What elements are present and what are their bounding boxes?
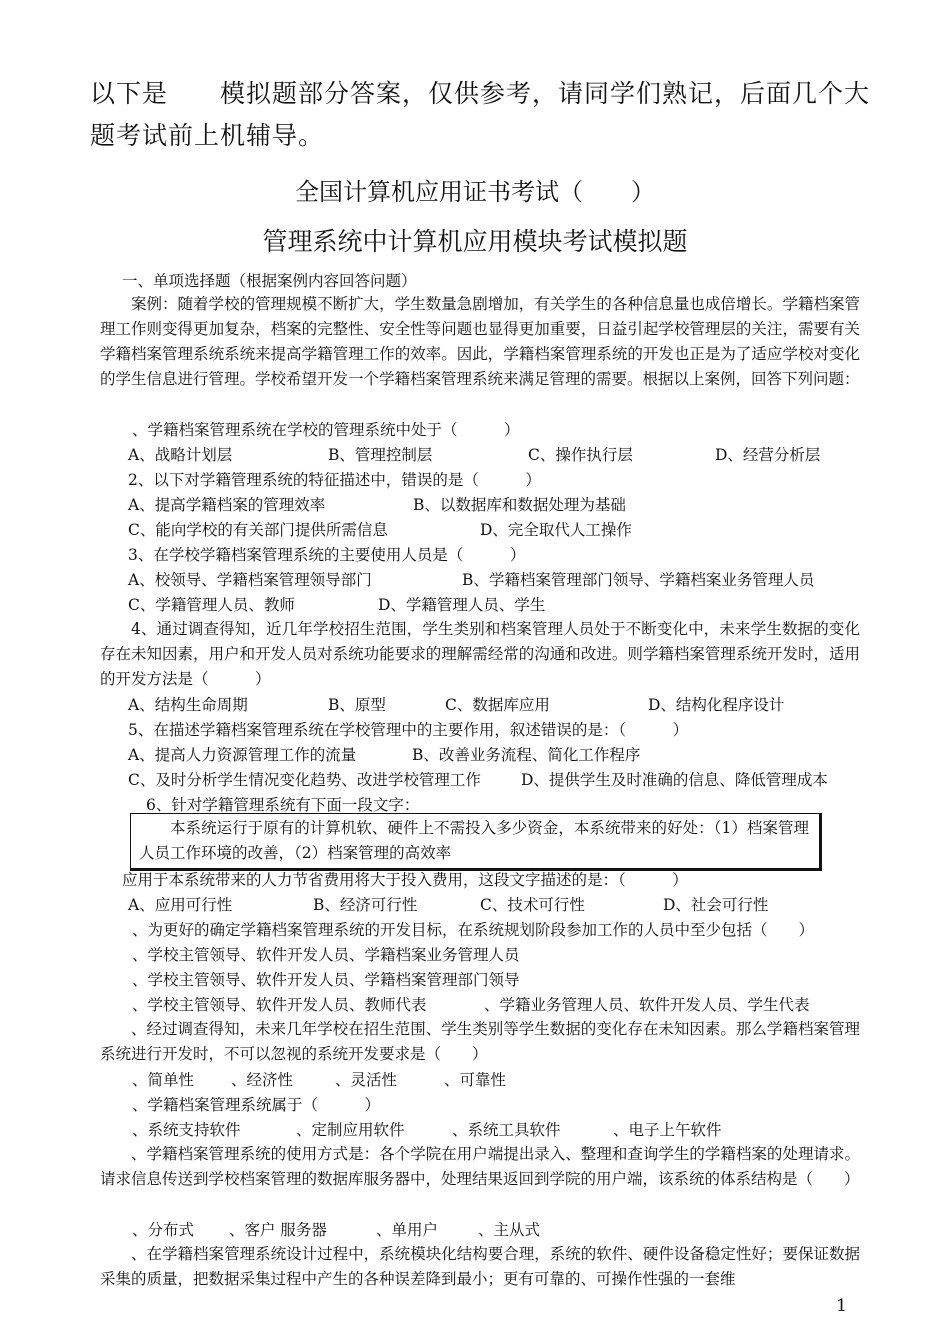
section-heading: 一、单项选择题（根据案例内容回答问题） — [122, 272, 417, 290]
q1-option-d: D、经营分析层 — [715, 446, 821, 464]
question-6-stem: 6、针对学籍管理系统有下面一段文字： — [146, 796, 420, 814]
q10-option-d: 、主从式 — [478, 1221, 541, 1239]
q4-option-c: C、数据库应用 — [445, 696, 550, 714]
q1-option-c: C、操作执行层 — [528, 446, 633, 464]
q1-option-b: B、管理控制层 — [328, 446, 433, 464]
question-4-stem: 4、通过调查得知，近几年学校招生范围，学生类别和档案管理人员处于不断变化中，未来学生数据的变化存在未知因素，用户和开发人员对系统功能要求的理解需经常的沟通和改进。则学籍档案管理系统开发时，适用的开发方法是（ ） — [100, 620, 860, 688]
question-7-stem: 、为更好的确定学籍档案管理系统的开发目标，在系统规划阶段参加工作的人员中至少包括（ ） — [132, 921, 815, 939]
question-1-stem: 、学籍档案管理系统在学校的管理系统中处于（ ） — [132, 421, 520, 439]
module-title: 管理系统中计算机应用模块考试模拟题 — [262, 227, 688, 256]
case-paragraph: 案例：随着学校的管理规模不断扩大，学生数量急剧增加，有关学生的各种信息量也成倍增长。学籍档案管理工作则变得更加复杂，档案的完整性、安全性等问题也显得更加重要，日益引起学校管理层的关注，需要有关学籍档案管理系统系统来提高学籍管理工作的效率。因此，学籍档案管理系统的开发也正是为了适应学校对变化的学生信息进行管理。学校希望开发一个学籍档案管理系统来满足管理的需要。根据以上案例，回答下列问题： — [100, 295, 860, 388]
exam-title: 全国计算机应用证书考试（ ） — [295, 178, 655, 206]
q8-option-c: 、灵活性 — [335, 1071, 398, 1089]
q4-option-a: A、结构生命周期 — [128, 696, 248, 714]
question-3-stem: 3、在学校学籍档案管理系统的主要使用人员是（ ） — [128, 546, 526, 564]
q2-option-b: B、以数据库和数据处理为基础 — [413, 496, 626, 514]
q7-option-a: 、学校主管领导、软件开发人员、学籍档案业务管理人员 — [132, 946, 520, 964]
page-number: 1 — [836, 1296, 847, 1316]
quoted-text: 本系统运行于原有的计算机软、硬件上不需投入多少资金，本系统带来的好处：（1）档案管理人员工作环境的改善，（2）档案管理的高效率 — [139, 819, 809, 862]
q9-option-d: 、电子上午软件 — [613, 1121, 722, 1139]
quoted-text-box — [130, 813, 822, 871]
q2-option-a: A、提高学籍档案的管理效率 — [128, 496, 326, 514]
question-9-stem: 、学籍档案管理系统属于（ ） — [132, 1096, 381, 1114]
q3-option-c: C、学籍管理人员、教师 — [128, 596, 295, 614]
question-2-stem: 2、以下对学籍管理系统的特征描述中，错误的是（ ） — [128, 471, 541, 489]
q9-option-c: 、系统工具软件 — [452, 1121, 561, 1139]
q10-option-a: 、分布式 — [132, 1221, 195, 1239]
q6-option-a: A、应用可行性 — [128, 896, 233, 914]
q10-option-b: 、客户 服务器 — [229, 1221, 327, 1239]
q5-option-a: A、提高人力资源管理工作的流量 — [128, 746, 357, 764]
q1-option-a: A、战略计划层 — [128, 446, 233, 464]
q6-option-c: C、技术可行性 — [480, 896, 585, 914]
q8-option-a: 、简单性 — [132, 1071, 195, 1089]
q7-option-b: 、学校主管领导、软件开发人员、学籍档案管理部门领导 — [132, 971, 520, 989]
q7-option-c: 、学校主管领导、软件开发人员、教师代表 — [132, 996, 427, 1014]
intro-line-2: 题考试前上机辅导。 — [90, 121, 325, 150]
q6-option-d: D、社会可行性 — [663, 896, 769, 914]
q3-option-a: A、校领导、学籍档案管理领导部门 — [128, 571, 372, 589]
q9-option-b: 、定制应用软件 — [296, 1121, 405, 1139]
q3-option-d: D、学籍管理人员、学生 — [378, 596, 546, 614]
question-10-stem: 、学籍档案管理系统的使用方式是：各个学院在用户端提出录入、整理和查询学生的学籍档案的处理请求。请求信息传送到学校档案管理的数据库服务器中，处理结果返回到学院的用户端，该系统的体系结构是（ ） — [100, 1145, 860, 1188]
q5-option-c: C、及时分析学生情况变化趋势、改进学校管理工作 — [128, 771, 481, 789]
question-8-stem: 、经过调查得知，未来几年学校在招生范围、学生类别等学生数据的变化存在未知因素。那么学籍档案管理系统进行开发时，不可以忽视的系统开发要求是（ ） — [100, 1020, 860, 1063]
q7-option-d: 、学籍业务管理人员、软件开发人员、学生代表 — [484, 996, 810, 1014]
intro-line-1: 以下是 模拟题部分答案，仅供参考，请同学们熟记，后面几个大 — [90, 79, 871, 108]
question-5-stem: 5、在描述学籍档案管理系统在学校管理中的主要作用，叙述错误的是：（ ） — [128, 721, 689, 739]
question-6-continuation: 应用于本系统带来的人力节省费用将大于投入费用，这段文字描述的是：（ ） — [122, 871, 688, 889]
q8-option-b: 、经济性 — [231, 1071, 294, 1089]
q4-option-b: B、原型 — [328, 696, 386, 714]
q8-option-d: 、可靠性 — [444, 1071, 507, 1089]
q2-option-c: C、能向学校的有关部门提供所需信息 — [128, 521, 388, 539]
q6-option-b: B、经济可行性 — [313, 896, 418, 914]
question-11-stem: 、在学籍档案管理系统设计过程中，系统模块化结构要合理，系统的软件、硬件设备稳定性好；要保证数据采集的质量，把数据采集过程中产生的各种误差降到最小；更有可靠的、可操作性强的一套维 — [100, 1245, 860, 1288]
q9-option-a: 、系统支持软件 — [132, 1121, 241, 1139]
q2-option-d: D、完全取代人工操作 — [480, 521, 632, 539]
q5-option-b: B、改善业务流程、简化工作程序 — [412, 746, 641, 764]
q5-option-d: D、提供学生及时准确的信息、降低管理成本 — [521, 771, 828, 789]
q3-option-b: B、学籍档案管理部门领导、学籍档案业务管理人员 — [462, 571, 815, 589]
q4-option-d: D、结构化程序设计 — [648, 696, 785, 714]
q10-option-c: 、单用户 — [376, 1221, 439, 1239]
